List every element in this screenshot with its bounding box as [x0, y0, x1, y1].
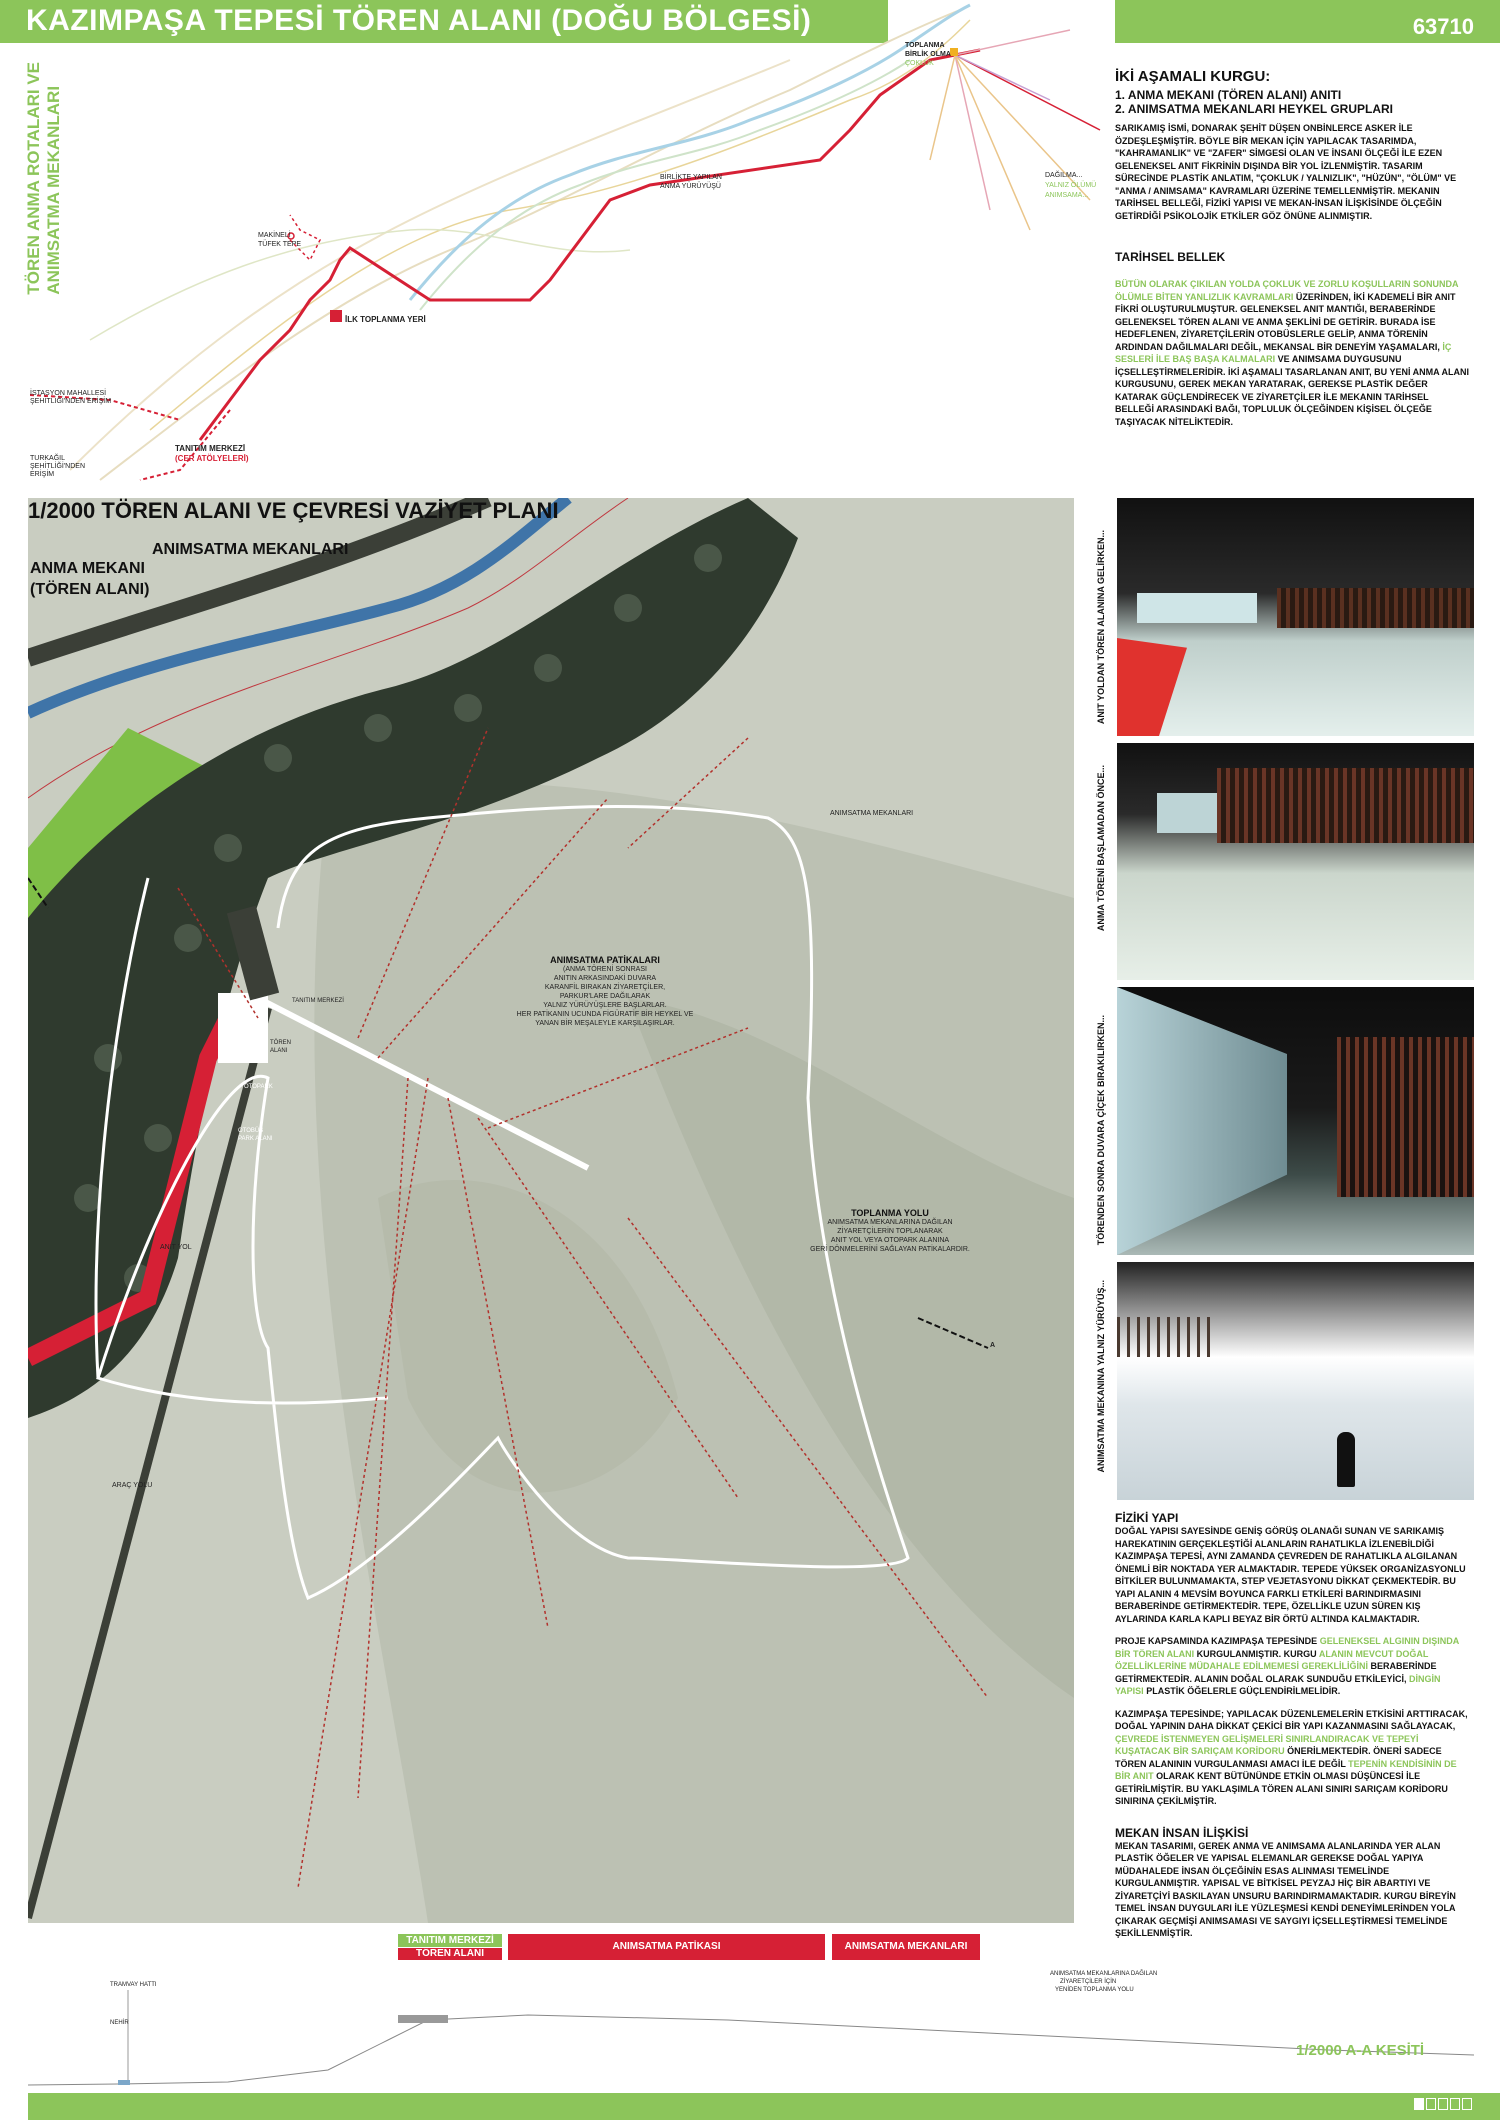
- fiziki-highlight: ALANIN MEVCUT DOĞAL ÖZELLİKLERİNE MÜDAHALE EDİLMEMESİ GEREKLİLİĞİNİ: [1115, 1648, 1429, 1671]
- label-turkagil-1: TURKAĞIL: [30, 455, 66, 462]
- side-title-line1: TÖREN ANMA ROTALARI VE: [24, 62, 43, 295]
- dispersal-routes: [930, 30, 1100, 230]
- legend-mekanlari: ANIMSATMA MEKANLARI: [832, 1934, 980, 1960]
- patikalar-line: HER PATİKANIN UCUNDA FİGÜRATİF BİR HEYKEL VE: [516, 1011, 694, 1018]
- render-building: [1137, 593, 1257, 623]
- concept-heading: İKİ AŞAMALI KURGU:: [1115, 68, 1271, 85]
- label-turkagil-3: ERİŞİM: [30, 471, 55, 478]
- label-anma-mekani-1: ANMA MEKANI: [30, 560, 145, 577]
- page-square: [1450, 2098, 1460, 2110]
- toplanma-note: [790, 1208, 990, 1254]
- fiziki-text: PLASTİK ÖĞELERLE GÜÇLENDİRİLMELİDİR.: [1143, 1686, 1341, 1696]
- render-1-label: ANIT YOLDAN TÖREN ALANINA GELİRKEN...: [1096, 530, 1106, 725]
- label-tanitim: TANITIM MERKEZİ: [175, 444, 246, 453]
- tarihsel-highlight-2: İÇ SESLERİ İLE BAŞ BAŞA KALMALARI: [1115, 341, 1452, 364]
- tarihsel-heading: TARİHSEL BELLEK: [1115, 250, 1226, 264]
- section-ground: [28, 2015, 1474, 2085]
- page-square: [1438, 2098, 1448, 2110]
- patikalar-title: ANIMSATMA PATİKALARI: [550, 955, 660, 965]
- patikalar-line: KARANFİL BIRAKAN ZİYARETÇİLER,: [544, 984, 666, 991]
- label-cokluk: ÇOKLUK: [905, 60, 934, 67]
- fiziki-paragraph-1: DOĞAL YAPISI SAYESİNDE GENİŞ GÖRÜŞ OLANAĞI SUNAN VE SARIKAMIŞ HAREKATININ GERÇEKLEŞTİĞİ ALANLARIN RAHATLIKLA İZLENEBİLDİĞİ KAZIMPAŞA TEPESİ, AYNI ZAMANDA ÇEVREDEN DE RAHATLIKLA ALGILANAN ÖNEMLİ BİR NOKTADA YER ALMAKTADIR. TEPEDE YÜKSEK ORGANİZASYONLU BİTKİLER BULUNMAMAKTA, STEP VEJETASYONU DİKKAT ÇEKMEKTEDİR. BU YAPI ALANIN 4 MEVSİM BOYUNCA FARKLI ETKİLERİ BARINDIRMASINI BERABERİNDE GETİRMEKTEDİR. TEPE, ÖZELLİKLE UZUN SÜREN KIŞ AYLARINDA KARLA KAPLI BEYAZ BİR ÖRTÜ ALTINDA KALMAKTADIR.: [1115, 1526, 1466, 1624]
- site-plan-title: 1/2000 TÖREN ALANI VE ÇEVRESİ VAZİYET PLANI: [28, 498, 559, 523]
- render-red-path: [1117, 638, 1187, 736]
- road-line: [70, 60, 790, 470]
- gathering-marker: [950, 48, 958, 56]
- render-1: [1117, 498, 1474, 736]
- fiziki-text: KURGULANMIŞTIR. KURGU: [1194, 1648, 1319, 1659]
- label-dagilma: DAĞILMA...: [1045, 172, 1083, 179]
- label-ilk-toplanma: İLK TOPLANMA YERİ: [345, 315, 426, 324]
- patikalar-line: YANAN BİR MEŞALEYLE KARŞILAŞIRLAR.: [535, 1020, 675, 1027]
- page-square: [1462, 2098, 1472, 2110]
- fiziki-highlight: GELENEKSEL ALGININ DIŞINDA BİR TÖREN ALANI: [1115, 1636, 1459, 1659]
- concept-intro: SARIKAMIŞ İSMİ, DONARAK ŞEHİT DÜŞEN ONBİNLERCE ASKER İLE ÖZDEŞLEŞMİŞTİR. BÖYLE BİR MEKAN İÇİN YAPILACAK TASARIMDA, "KAHRAMANLIK" VE "ZAFER" SİMGESİ OLAN VE İNSANI ÖLÇEĞİ İLE EZEN GELENEKSEL ANIT FİKRİNİN DIŞINDA BİR YOL İZLENMİŞTİR. TASARIM SÜRECİNDE PLASTİK ANLATIM, "ÇOKLUK / YALNIZLIK", "HÜZÜN", "ÖLÜM" VE "ANMA / ANIMSAMA" KAVRAMLARI ÜZERİNE TEMELLENMİŞTİR. MEKANIN TARİHSEL BELLEĞİ, FİZİKİ YAPISI VE MEKAN-İNSAN İLİŞKİSİNDE ÖLÇEĞİN GETİRDİĞİ PSİKOLOJİK ETKİLER GÖZ ÖNÜNE ALINMIŞTIR.: [1115, 123, 1457, 221]
- section-note-3: YENİDEN TOPLANMA YOLU: [1055, 1987, 1134, 1993]
- section-mark-a: A: [990, 1342, 996, 1349]
- fiziki-heading: FİZİKİ YAPI: [1115, 1511, 1179, 1525]
- concept-panel: [1115, 68, 1470, 428]
- fiziki-text: BERABERİNDE GETİRMEKTEDİR. ALANIN DOĞAL OLARAK SUNDUĞU ETKİLEYİCİ,: [1115, 1661, 1437, 1684]
- legend-toren: TÖREN ALANI: [398, 1948, 502, 1960]
- tarihsel-text-1: ÜZERİNDEN, İKİ KADEMELİ BİR ANIT FİKRİ OLUŞTURULMUŞTUR. GELENEKSEL ANIT MANTIĞI, BERABERİNDE GELENEKSEL TÖREN ALANI VE ANMA ŞEKLİNİ DE GETİRİR. BURADA İSE HEDEFLENEN, ZİYARETÇİLERİN OTOBÜSLERLE GELİP, ANMA TÖRENİN ARDINDAN DAĞILMALARI DEĞİL, MEKANSAL BİR DENEYİM YAŞAMALARI,: [1115, 291, 1456, 352]
- patikalar-line: YALNIZ YÜRÜYÜŞLERE BAŞLARLAR.: [543, 1002, 667, 1009]
- section-nehir: NEHİR: [110, 2020, 129, 2026]
- render-2-label: ANMA TÖRENİ BAŞLAMADAN ÖNCE...: [1096, 765, 1106, 932]
- section-title: 1/2000 A-A KESİTİ: [1296, 2042, 1425, 2059]
- fiziki-highlight: ÇEVREDE İSTENMEYEN GELİŞMELERİ SINIRLANDIRACAK VE TEPEYİ KUŞATACAK BİR SARIÇAM KORİDORU: [1115, 1733, 1419, 1756]
- render-columns: [1217, 768, 1474, 843]
- toplanma-title: TOPLANMA YOLU: [851, 1208, 929, 1218]
- legend-patikasi: ANIMSATMA PATİKASI: [508, 1934, 825, 1960]
- label-tanitim-merkezi-plan: TANITIM MERKEZİ: [292, 998, 344, 1004]
- section-building: [398, 2015, 448, 2023]
- fiziki-text: ÖNERİLMEKTEDİR. ÖNERİ SADECE TÖREN ALANININ VURGULANMASI AMACI İLE DEĞİL: [1115, 1746, 1442, 1769]
- footer-bar: [28, 2093, 1500, 2120]
- physical-panel: [1115, 1511, 1470, 1940]
- concept-item-2: 2. ANIMSATMA MEKANLARI HEYKEL GRUPLARI: [1115, 102, 1394, 116]
- patikalar-line: (ANMA TÖRENİ SONRASI: [563, 966, 647, 973]
- render-wall: [1117, 987, 1287, 1255]
- section-tramvay: TRAMVAY HATTI: [110, 1982, 157, 1988]
- render-columns: [1117, 1317, 1217, 1357]
- section-drawing: [28, 1960, 1474, 2090]
- page-square: [1426, 2098, 1436, 2110]
- toplanma-line: ANIMSATMA MEKANLARINA DAĞILAN: [827, 1219, 953, 1226]
- label-istasyon-1: İSTASYON MAHALLESİ: [30, 390, 107, 397]
- patikalar-line: PARKUR'LARE DAĞILARAK: [559, 993, 651, 1000]
- label-toren-2: ALANI: [270, 1048, 288, 1054]
- label-toplanma: TOPLANMA: [905, 42, 945, 49]
- label-birlikte-2: ANMA YÜRÜYÜŞÜ: [660, 183, 721, 190]
- label-istasyon-2: ŞEHİTLİĞİ'NDEN ERİŞİM: [30, 398, 112, 405]
- route-map: [30, 0, 1110, 495]
- mekan-heading: MEKAN İNSAN İLİŞKİSİ: [1115, 1825, 1249, 1840]
- tarihsel-text-2: VE ANIMSAMA DUYGUSUNU İÇSELLEŞTİRMELERİDİR. İKİ AŞAMALI TASARLANAN ANIT, BU YENİ ANMA ALANI KURGUSUNU, GEREK MEKAN YARATARAK, GEREKSE PLASTİK DEĞER KATARAK GÜÇLENDİRECEK VE ZİYARETÇİLER İLE MEKANIN TARİHSEL BELLEĞİ ARASINDAKİ BAĞI, TOPLULUK ÖLÇEĞİNDEN KİŞİSEL ÖLÇEĞE TAŞIYACAK NİTELİKTEDİR.: [1115, 354, 1469, 427]
- render-4-label: ANIMSATMA MEKANINA YALNIZ YÜRÜYÜŞ...: [1096, 1280, 1106, 1473]
- label-turkagil-2: ŞEHİTLİĞİ'NDEN: [30, 463, 86, 470]
- fiziki-text: KAZIMPAŞA TEPESİNDE; YAPILACAK DÜZENLEMELERİN ETKİSİNİ ARTTIRACAK, DOĞAL YAPININ DAHA DİKKAT ÇEKİCİ BİR YAPI KAZANMASINI SAĞLAYACAK,: [1115, 1708, 1468, 1731]
- fiziki-text: PROJE KAPSAMINDA KAZIMPAŞA TEPESİNDE: [1115, 1636, 1320, 1646]
- label-makineli-2: TÜFEK TEPE: [258, 241, 302, 248]
- label-otopark: OTOPARK: [244, 1084, 273, 1090]
- render-building: [1157, 793, 1217, 833]
- label-birlik-olma: BİRLİK OLMA: [905, 51, 951, 58]
- fiziki-paragraph-3: [1115, 1708, 1470, 1808]
- red-dashed-route: [290, 215, 320, 260]
- section-note-2: ZİYARETÇİLER İÇİN: [1060, 1979, 1117, 1985]
- fiziki-paragraph-2: [1115, 1635, 1470, 1698]
- label-birlikte-1: BİRLİKTE YAPILAN: [660, 174, 722, 181]
- label-otobus-2: PARK ALANI: [238, 1136, 273, 1142]
- section-river: [118, 2080, 130, 2085]
- render-2: [1117, 743, 1474, 980]
- render-columns: [1337, 1037, 1474, 1197]
- first-gathering-marker: [330, 310, 342, 322]
- tarihsel-highlight-1: BÜTÜN OLARAK ÇIKILAN YOLDA ÇOKLUK VE ZORLU KOŞULLARIN SONUNDA ÖLÜMLE BİTEN YANLIZLIK KAVRAMLARI: [1115, 279, 1459, 302]
- label-makineli-1: MAKİNELİ: [258, 232, 291, 239]
- mekan-paragraph: MEKAN TASARIMI, GEREK ANMA VE ANIMSAMA ALANLARINDA YER ALAN PLASTİK ÖĞELER VE YAPISAL ELEMANLAR GEREKSE DOĞAL YAPIYA MÜDAHALEDE İNSAN ÖLÇEĞİNİN ESAS ALINMASI TEMELİNDE KURGULANMIŞTIR. YAPISAL VE BİTKİSEL PEYZAJ HİÇ BİR ABARTIYI VE ZİYARETÇİYİ BASKILAYAN UNSURU BARINDIRMAMAKTADIR. KURGU BİREYİN TEMEL İNSAN DUYGULARI İLE YÜZLEŞMESİ KENDİ DENEYİMLERİNDEN YOLA ÇIKARAK GEÇMİŞİ ANIMSAMASI VE SAYGIYI İÇSELLEŞTİRMESİ TEMELİNDE ŞEKİLLENMİŞTİR.: [1115, 1840, 1456, 1938]
- legend-tanitim: TANITIM MERKEZİ: [398, 1934, 502, 1947]
- page-square: [1414, 2098, 1424, 2110]
- label-anma-mekani-2: (TÖREN ALANI): [30, 581, 150, 598]
- label-cer: (CER ATÖLYELERİ): [175, 454, 249, 463]
- side-title-line2: ANIMSATMA MEKANLARI: [44, 85, 63, 295]
- label-animsatma-mekanlari-small: ANIMSATMA MEKANLARI: [830, 810, 914, 817]
- patikalar-line: ANITIN ARKASINDAKİ DUVARA: [553, 975, 657, 982]
- fiziki-highlight: TEPENİN KENDİSİNİN DE BİR ANIT: [1115, 1758, 1457, 1781]
- page-title: KAZIMPAŞA TEPESİ TÖREN ALANI (DOĞU BÖLGESİ): [26, 4, 812, 37]
- ceremony-area: [218, 993, 268, 1063]
- render-4: [1117, 1262, 1474, 1500]
- toplanma-line: GERİ DÖNMELERİNİ SAĞLAYAN PATİKALARDIR.: [810, 1246, 970, 1253]
- project-number: 63710: [1412, 14, 1474, 39]
- render-3-label: TÖRENDEN SONRA DUVARA ÇİÇEK BIRAKILIRKEN...: [1096, 1015, 1106, 1246]
- label-animsama: ANIMSAMA...: [1045, 192, 1089, 199]
- page-indicator: [1412, 2097, 1472, 2115]
- section-note-1: ANIMSATMA MEKANLARINA DAĞILAN: [1050, 1971, 1158, 1977]
- toplanma-line: ZİYARETÇİLERİN TOPLANARAK: [837, 1228, 943, 1235]
- fiziki-text: OLARAK KENT BÜTÜNÜNDE ETKİN OLMASI DÜŞÜNCESİ İLE GETİRİLMİŞTİR. BU YAKLAŞIMLA TÖREN ALANI SINIRI SARIÇAM KORİDORU SINIRINA ÇEKİLMİŞTİR.: [1115, 1771, 1448, 1806]
- label-otobus-1: OTOBÜS: [238, 1128, 264, 1134]
- road-line: [100, 10, 960, 480]
- fiziki-highlight: DİNGİN YAPISI: [1115, 1673, 1441, 1696]
- render-3: [1117, 987, 1474, 1255]
- patikalar-note: [505, 955, 705, 1028]
- concept-item-1: 1. ANMA MEKANI (TÖREN ALANI) ANITI: [1115, 88, 1342, 102]
- tarihsel-paragraph: [1115, 278, 1470, 428]
- label-yalniz-olumu: YALNIZ ÖLÜMÜ: [1045, 182, 1097, 189]
- label-anit-yol: ANIT YOL: [160, 1244, 192, 1251]
- label-toren-1: TÖREN: [270, 1040, 291, 1046]
- toplanma-line: ANIT YOL VEYA OTOPARK ALANINA: [830, 1237, 950, 1244]
- render-columns: [1277, 588, 1474, 628]
- label-animsatma-mekanlari: ANIMSATMA MEKANLARI: [152, 541, 349, 558]
- label-arac-yolu: ARAÇ YOLU: [112, 1482, 153, 1489]
- render-figure: [1337, 1432, 1355, 1487]
